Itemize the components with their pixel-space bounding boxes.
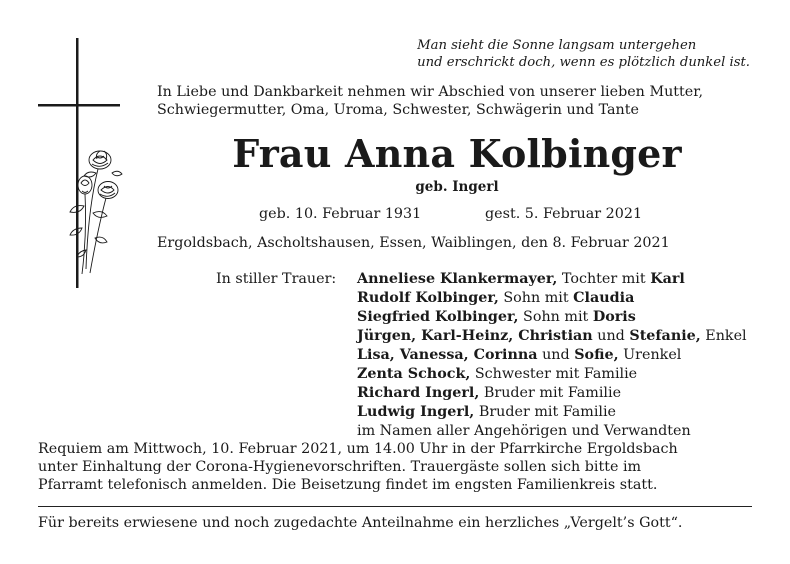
- intro-text: [157, 83, 757, 119]
- mourner-line: Richard Ingerl, Bruder mit Familie: [357, 385, 622, 401]
- mourner-line: Siegfried Kolbinger, Sohn mit Doris: [357, 309, 636, 325]
- quote-line-1: Man sieht die Sonne langsam untergehen: [417, 38, 697, 53]
- thanks-text: Für bereits erwiesene und noch zugedachte Anteilnahme ein herzliches „Vergelt’s Gott“.: [38, 515, 683, 531]
- death-date: gest. 5. Februar 2021: [485, 206, 643, 222]
- mourner-line: Jürgen, Karl-Heinz, Christian und Stefanie, Enkel: [357, 328, 747, 344]
- mourner-line: Rudolf Kolbinger, Sohn mit Claudia: [357, 290, 635, 306]
- requiem-info: [38, 440, 751, 494]
- mourners-list: [357, 270, 747, 441]
- requiem-line-1: Requiem am Mittwoch, 10. Februar 2021, um 14.00 Uhr in der Pfarrkirche Ergoldsbach: [38, 441, 678, 457]
- mourner-line: Lisa, Vanessa, Corinna und Sofie, Urenkel: [357, 347, 682, 363]
- mourner-line: im Namen aller Angehörigen und Verwandten: [357, 423, 691, 439]
- mourning-label: In stiller Trauer:: [216, 271, 337, 287]
- maiden-name: geb. Ingerl: [415, 179, 499, 195]
- places-and-date: Ergoldsbach, Ascholtshausen, Essen, Waiblingen, den 8. Februar 2021: [157, 235, 670, 251]
- requiem-line-3: Pfarramt telefonisch anmelden. Die Beisetzung findet im engsten Familienkreis statt.: [38, 477, 658, 493]
- intro-line-1: In Liebe und Dankbarkeit nehmen wir Abschied von unserer lieben Mutter,: [157, 84, 704, 100]
- mourner-line: Zenta Schock, Schwester mit Familie: [357, 366, 638, 382]
- deceased-name: Frau Anna Kolbinger: [232, 131, 682, 176]
- mourner-line: Ludwig Ingerl, Bruder mit Familie: [357, 404, 616, 420]
- requiem-line-2: unter Einhaltung der Corona-Hygienevorschriften. Trauergäste sollen sich bitte im: [38, 459, 642, 475]
- cross-with-roses-icon: [38, 38, 138, 290]
- birth-date: geb. 10. Februar 1931: [259, 206, 422, 222]
- mourner-line: Anneliese Klankermayer, Tochter mit Karl: [357, 271, 685, 287]
- quote-line-2: und erschrickt doch, wenn es plötzlich dunkel ist.: [417, 55, 750, 70]
- divider: [38, 506, 752, 507]
- intro-line-2: Schwiegermutter, Oma, Uroma, Schwester, Schwägerin und Tante: [157, 102, 639, 118]
- epitaph-quote: [417, 37, 750, 71]
